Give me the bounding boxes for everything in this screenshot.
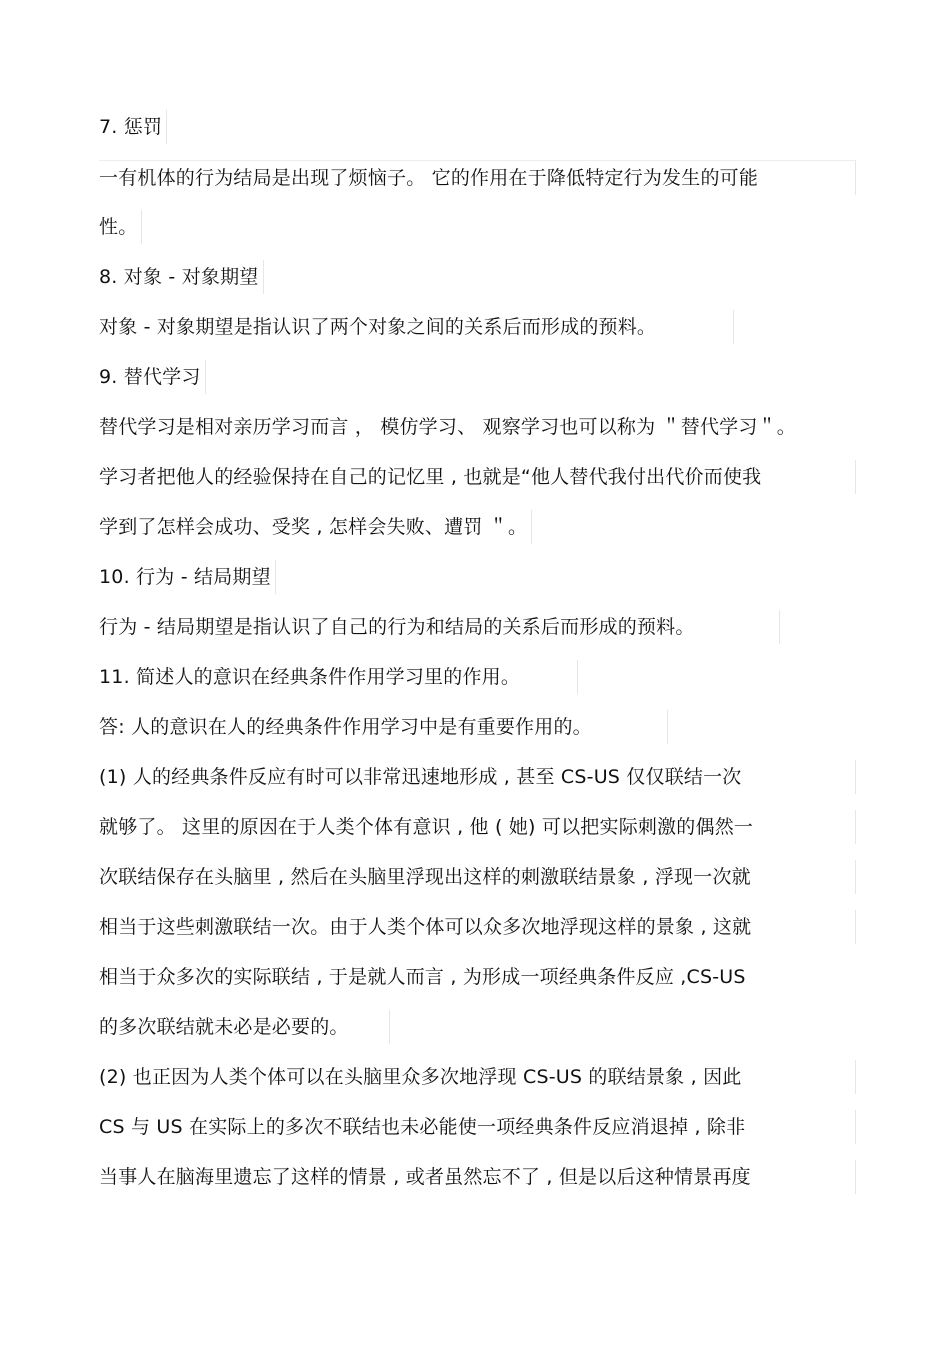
- paragraph-line: 性。: [99, 210, 142, 244]
- paragraph-line: 学到了怎样会成功、受奖 , 怎样会失败、遭罚 ＂。: [99, 510, 532, 544]
- heading-object-expectation: 8. 对象 - 对象期望: [99, 260, 264, 294]
- paragraph-line: (2) 也正因为人类个体可以在头脑里众多次地浮现 CS-US 的联结景象 , 因此: [99, 1060, 856, 1094]
- answer-intro: 答: 人的意识在人的经典条件作用学习中是有重要作用的。: [99, 710, 668, 744]
- paragraph-line: 就够了。 这里的原因在于人类个体有意识 , 他 ( 她) 可以把实际刺激的偶然一: [99, 810, 856, 844]
- paragraph-line: 当事人在脑海里遗忘了这样的情景 , 或者虽然忘不了 , 但是以后这种情景再度: [99, 1160, 856, 1194]
- paragraph-line: 替代学习是相对亲历学习而言 ， 模仿学习、 观察学习也可以称为 ＂替代学习＂。: [99, 416, 796, 438]
- heading-vicarious-learning: 9. 替代学习: [99, 360, 206, 394]
- heading-behavior-outcome-expectation: 10. 行为 - 结局期望: [99, 560, 276, 594]
- question-heading: 11. 简述人的意识在经典条件作用学习里的作用。: [99, 660, 578, 694]
- paragraph-line: 学习者把他人的经验保持在自己的记忆里 , 也就是“他人替代我付出代价而使我: [99, 460, 856, 494]
- paragraph-line: 相当于众多次的实际联结 , 于是就人而言 , 为形成一项经典条件反应 ,CS-US: [99, 966, 746, 988]
- paragraph-line: 行为 - 结局期望是指认识了自己的行为和结局的关系后而形成的预料。: [99, 610, 780, 644]
- paragraph-line: (1) 人的经典条件反应有时可以非常迅速地形成 , 甚至 CS-US 仅仅联结一次: [99, 760, 856, 794]
- paragraph-line: 对象 - 对象期望是指认识了两个对象之间的关系后而形成的预料。: [99, 310, 734, 344]
- paragraph-line: 次联结保存在头脑里 , 然后在头脑里浮现出这样的刺激联结景象 , 浮现一次就: [99, 860, 856, 894]
- heading-punishment: 7. 惩罚: [99, 110, 167, 144]
- paragraph-line: 一有机体的行为结局是出现了烦恼子。 它的作用在于降低特定行为发生的可能: [99, 160, 856, 195]
- paragraph-line: 相当于这些刺激联结一次。由于人类个体可以众多次地浮现这样的景象 , 这就: [99, 910, 856, 944]
- paragraph-line: CS 与 US 在实际上的多次不联结也未必能使一项经典条件反应消退掉 , 除非: [99, 1110, 856, 1144]
- paragraph-line: 的多次联结就未必是必要的。: [99, 1010, 390, 1044]
